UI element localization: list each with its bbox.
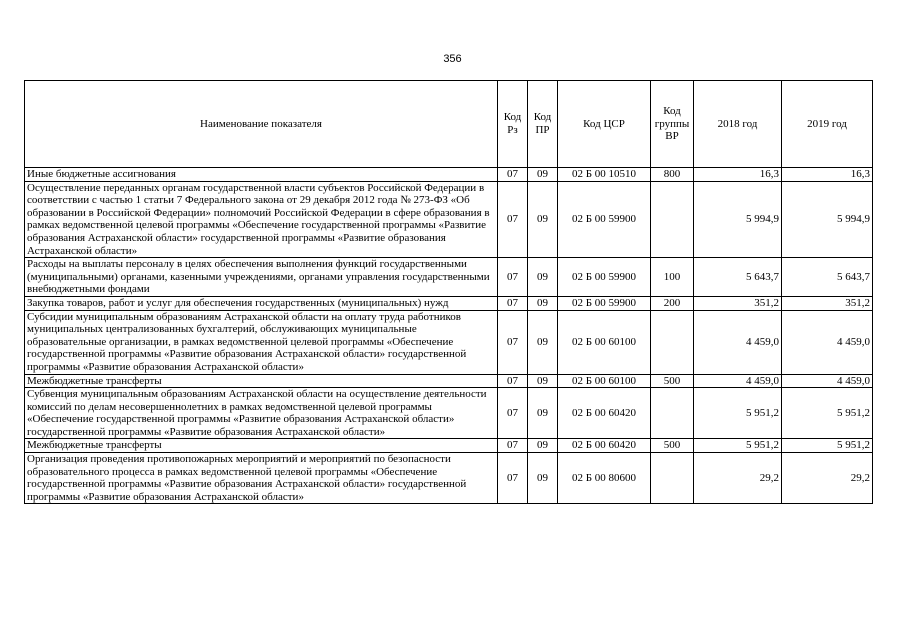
page-number: 356 bbox=[443, 53, 462, 65]
row-rz: 07 bbox=[498, 453, 528, 504]
row-name: Закупка товаров, работ и услуг для обеспечения государственных (муниципальных) нужд bbox=[25, 296, 498, 310]
row-rz: 07 bbox=[498, 181, 528, 258]
row-name: Расходы на выплаты персоналу в целях обеспечения выполнения функций государственными (муниципальными) органами, казенными учреждениями, органами управления государственными внебюджетными фондами bbox=[25, 258, 498, 297]
header-2019: 2019 год bbox=[782, 81, 873, 168]
row-2019: 5 951,2 bbox=[782, 439, 873, 453]
row-2019: 5 643,7 bbox=[782, 258, 873, 297]
row-name: Межбюджетные трансферты bbox=[25, 374, 498, 388]
row-rz: 07 bbox=[498, 439, 528, 453]
row-rz: 07 bbox=[498, 258, 528, 297]
row-rz: 07 bbox=[498, 374, 528, 388]
header-rz: Код Рз bbox=[498, 81, 528, 168]
row-rz: 07 bbox=[498, 296, 528, 310]
row-csr: 02 Б 00 60100 bbox=[558, 374, 651, 388]
row-vr bbox=[651, 181, 694, 258]
header-2018: 2018 год bbox=[694, 81, 782, 168]
table-row bbox=[25, 258, 873, 297]
row-csr: 02 Б 00 60420 bbox=[558, 439, 651, 453]
header-vr: Код группы ВР bbox=[651, 81, 694, 168]
table-row bbox=[25, 168, 873, 182]
row-name: Организация проведения противопожарных мероприятий и мероприятий по безопасности образовательного процесса в рамках ведомственной целевой программы «Обеспечение государственной программы «Развитие образования Астраханской области» государственной программы «Развитие образования Астраханской области» bbox=[25, 453, 498, 504]
table-row bbox=[25, 181, 873, 258]
row-rz: 07 bbox=[498, 388, 528, 439]
row-2018: 5 951,2 bbox=[694, 439, 782, 453]
row-2018: 5 994,9 bbox=[694, 181, 782, 258]
row-2018: 351,2 bbox=[694, 296, 782, 310]
table-row bbox=[25, 374, 873, 388]
row-name: Иные бюджетные ассигнования bbox=[25, 168, 498, 182]
row-pr: 09 bbox=[528, 439, 558, 453]
row-csr: 02 Б 00 59900 bbox=[558, 181, 651, 258]
header-csr: Код ЦСР bbox=[558, 81, 651, 168]
row-pr: 09 bbox=[528, 258, 558, 297]
table-row bbox=[25, 296, 873, 310]
row-vr: 100 bbox=[651, 258, 694, 297]
row-2018: 5 643,7 bbox=[694, 258, 782, 297]
row-pr: 09 bbox=[528, 453, 558, 504]
row-pr: 09 bbox=[528, 310, 558, 374]
row-2019: 4 459,0 bbox=[782, 374, 873, 388]
table-row bbox=[25, 388, 873, 439]
row-2019: 4 459,0 bbox=[782, 310, 873, 374]
row-rz: 07 bbox=[498, 310, 528, 374]
table-row bbox=[25, 453, 873, 504]
row-rz: 07 bbox=[498, 168, 528, 182]
row-2018: 29,2 bbox=[694, 453, 782, 504]
row-vr: 800 bbox=[651, 168, 694, 182]
row-pr: 09 bbox=[528, 388, 558, 439]
header-pr: Код ПР bbox=[528, 81, 558, 168]
row-2019: 351,2 bbox=[782, 296, 873, 310]
row-vr bbox=[651, 453, 694, 504]
row-vr: 500 bbox=[651, 439, 694, 453]
row-csr: 02 Б 00 59900 bbox=[558, 258, 651, 297]
row-name: Субсидии муниципальным образованиям Астраханской области на оплату труда работников муниципальных централизованных бухгалтерий, обслуживающих муниципальные образовательные организации, в рамках ведомственной целевой программы «Обеспечение государственной программы «Развитие образования Астраханской области» государственной программы «Развитие образования Астраханской области» bbox=[25, 310, 498, 374]
row-csr: 02 Б 00 59900 bbox=[558, 296, 651, 310]
row-2019: 5 994,9 bbox=[782, 181, 873, 258]
row-name: Субвенция муниципальным образованиям Астраханской области на осуществление деятельности комиссий по делам несовершеннолетних в рамках ведомственной целевой программы «Обеспечение государственной программы «Развитие образования Астраханской области» государственной программы «Развитие образования Астраханской области» bbox=[25, 388, 498, 439]
row-pr: 09 bbox=[528, 181, 558, 258]
row-pr: 09 bbox=[528, 168, 558, 182]
header-name: Наименование показателя bbox=[25, 81, 498, 168]
row-2018: 4 459,0 bbox=[694, 310, 782, 374]
row-2019: 29,2 bbox=[782, 453, 873, 504]
row-2019: 5 951,2 bbox=[782, 388, 873, 439]
row-2018: 4 459,0 bbox=[694, 374, 782, 388]
row-vr: 200 bbox=[651, 296, 694, 310]
row-2019: 16,3 bbox=[782, 168, 873, 182]
row-csr: 02 Б 00 60100 bbox=[558, 310, 651, 374]
budget-table bbox=[24, 80, 873, 504]
row-2018: 16,3 bbox=[694, 168, 782, 182]
row-pr: 09 bbox=[528, 296, 558, 310]
row-vr bbox=[651, 310, 694, 374]
row-csr: 02 Б 00 10510 bbox=[558, 168, 651, 182]
row-csr: 02 Б 00 60420 bbox=[558, 388, 651, 439]
row-vr: 500 bbox=[651, 374, 694, 388]
row-vr bbox=[651, 388, 694, 439]
row-pr: 09 bbox=[528, 374, 558, 388]
row-csr: 02 Б 00 80600 bbox=[558, 453, 651, 504]
table-row bbox=[25, 310, 873, 374]
row-name: Осуществление переданных органам государственной власти субъектов Российской Федерации в соответствии с частью 1 статьи 7 Федерального закона от 29 декабря 2012 года № 273-ФЗ «Об образовании в Российской Федерации» полномочий Российской Федерации в сфере образования в рамках ведомственной целевой программы «Обеспечение государственной программы «Развитие образования Астраханской области» государственной программы «Развитие образования Астраханской области» bbox=[25, 181, 498, 258]
table-row bbox=[25, 439, 873, 453]
row-name: Межбюджетные трансферты bbox=[25, 439, 498, 453]
row-2018: 5 951,2 bbox=[694, 388, 782, 439]
table-header-row bbox=[25, 81, 873, 168]
